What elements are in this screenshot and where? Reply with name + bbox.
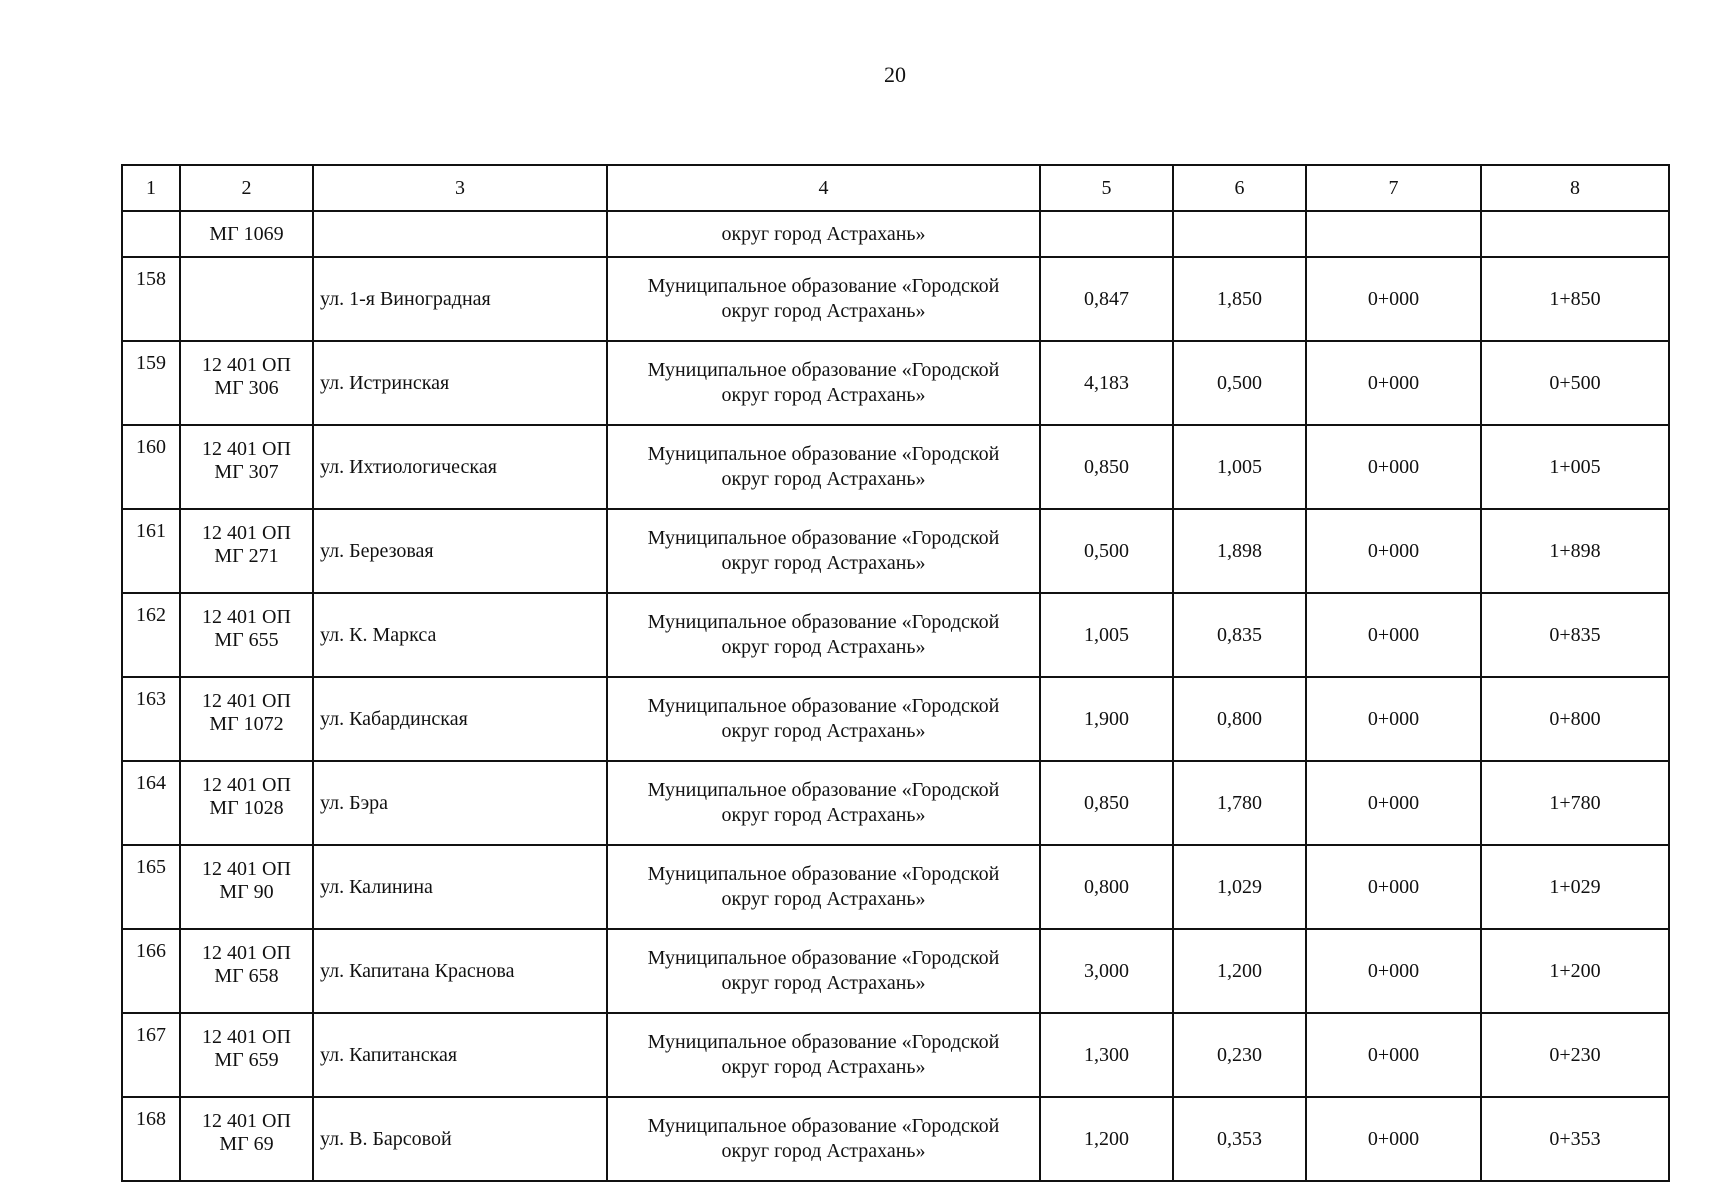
road-code-cell: [180, 677, 313, 761]
header-cell: 8: [1481, 165, 1669, 211]
road-code-line-2: МГ 69: [219, 1133, 274, 1155]
row-number-cell: 160: [122, 425, 180, 509]
owner-line-1: Муниципальное образование «Городской: [647, 947, 1000, 969]
street-name-cell: ул. Березовая: [313, 509, 607, 593]
col7-cell: 0+000: [1306, 929, 1481, 1013]
col8-cell: 1+898: [1481, 509, 1669, 593]
col8-cell: 1+005: [1481, 425, 1669, 509]
table-row: [122, 341, 1669, 425]
road-code-line-1: 12 401 ОП: [202, 858, 291, 880]
col7-cell: 0+000: [1306, 761, 1481, 845]
street-name-cell: ул. 1-я Виноградная: [313, 257, 607, 341]
owner-line-2: округ город Астрахань»: [721, 720, 926, 742]
col7-cell: 0+000: [1306, 1013, 1481, 1097]
owner-line-2: округ город Астрахань»: [721, 1140, 926, 1162]
row-number-cell: 162: [122, 593, 180, 677]
header-cell: 3: [313, 165, 607, 211]
col5-cell: 0,850: [1040, 761, 1173, 845]
road-code-line-2: МГ 1028: [209, 797, 284, 819]
owner-cell: [607, 509, 1040, 593]
row-number-cell: 168: [122, 1097, 180, 1181]
col6-cell: [1173, 211, 1306, 257]
road-code-line-2: МГ 306: [214, 377, 279, 399]
road-code-line-1: 12 401 ОП: [202, 354, 291, 376]
owner-line-1: Муниципальное образование «Городской: [647, 611, 1000, 633]
road-code-cell: [180, 257, 313, 341]
col6-cell: 1,005: [1173, 425, 1306, 509]
table-row: [122, 761, 1669, 845]
street-name-cell: ул. К. Маркса: [313, 593, 607, 677]
col5-cell: 1,005: [1040, 593, 1173, 677]
col6-cell: 0,500: [1173, 341, 1306, 425]
col5-cell: 0,800: [1040, 845, 1173, 929]
col7-cell: 0+000: [1306, 677, 1481, 761]
col5-cell: 0,847: [1040, 257, 1173, 341]
table-row: [122, 257, 1669, 341]
col5-cell: [1040, 211, 1173, 257]
owner-line-2: округ город Астрахань»: [721, 552, 926, 574]
header-cell: 7: [1306, 165, 1481, 211]
table-row: [122, 929, 1669, 1013]
table-row: [122, 845, 1669, 929]
col5-cell: 0,500: [1040, 509, 1173, 593]
row-number-cell: 159: [122, 341, 180, 425]
col5-cell: 1,300: [1040, 1013, 1173, 1097]
owner-cell: [607, 341, 1040, 425]
table-row: [122, 593, 1669, 677]
col6-cell: 1,898: [1173, 509, 1306, 593]
owner-cell: [607, 845, 1040, 929]
road-code-cell: МГ 1069: [180, 211, 313, 257]
row-number-cell: [122, 211, 180, 257]
owner-cell: [607, 593, 1040, 677]
header-cell: 5: [1040, 165, 1173, 211]
col6-cell: 1,029: [1173, 845, 1306, 929]
col8-cell: 0+230: [1481, 1013, 1669, 1097]
road-code-line-2: МГ 658: [214, 965, 279, 987]
owner-line-1: Муниципальное образование «Городской: [647, 863, 1000, 885]
street-name-cell: ул. Калинина: [313, 845, 607, 929]
col5-cell: 0,850: [1040, 425, 1173, 509]
col6-cell: 0,230: [1173, 1013, 1306, 1097]
owner-cell: [607, 257, 1040, 341]
continuation-row: [122, 211, 1669, 257]
row-number-cell: 166: [122, 929, 180, 1013]
col7-cell: 0+000: [1306, 845, 1481, 929]
road-code-cell: [180, 761, 313, 845]
row-number-cell: 158: [122, 257, 180, 341]
street-name-cell: ул. Истринская: [313, 341, 607, 425]
road-code-cell: [180, 845, 313, 929]
row-number-cell: 165: [122, 845, 180, 929]
owner-line-1: Муниципальное образование «Городской: [647, 695, 1000, 717]
owner-cell: [607, 425, 1040, 509]
road-code-line-1: 12 401 ОП: [202, 1026, 291, 1048]
owner-cell: [607, 1097, 1040, 1181]
header-cell: 6: [1173, 165, 1306, 211]
col6-cell: 1,200: [1173, 929, 1306, 1013]
table-row: [122, 425, 1669, 509]
owner-cell: [607, 929, 1040, 1013]
col6-cell: 1,780: [1173, 761, 1306, 845]
road-code-line-1: 12 401 ОП: [202, 942, 291, 964]
col8-cell: 0+500: [1481, 341, 1669, 425]
owner-line-1: Муниципальное образование «Городской: [647, 275, 1000, 297]
row-number-cell: 163: [122, 677, 180, 761]
row-number-cell: 164: [122, 761, 180, 845]
header-cell: 4: [607, 165, 1040, 211]
road-code-line-2: МГ 1072: [209, 713, 284, 735]
col8-cell: 1+780: [1481, 761, 1669, 845]
road-code-line-1: 12 401 ОП: [202, 438, 291, 460]
header-row: [122, 165, 1669, 211]
row-number-cell: 167: [122, 1013, 180, 1097]
col5-cell: 1,200: [1040, 1097, 1173, 1181]
table-row: [122, 677, 1669, 761]
col8-cell: 0+353: [1481, 1097, 1669, 1181]
owner-line-2: округ город Астрахань»: [721, 888, 926, 910]
owner-line-1: Муниципальное образование «Городской: [647, 443, 1000, 465]
table-row: [122, 509, 1669, 593]
col6-cell: 0,353: [1173, 1097, 1306, 1181]
col6-cell: 0,800: [1173, 677, 1306, 761]
owner-line-2: округ город Астрахань»: [721, 972, 926, 994]
road-code-cell: [180, 509, 313, 593]
col8-cell: 0+800: [1481, 677, 1669, 761]
road-code-line-1: 12 401 ОП: [202, 522, 291, 544]
table-row: [122, 1013, 1669, 1097]
road-code-line-1: 12 401 ОП: [202, 774, 291, 796]
road-code-line-2: МГ 307: [214, 461, 279, 483]
col8-cell: 1+200: [1481, 929, 1669, 1013]
col7-cell: 0+000: [1306, 593, 1481, 677]
road-code-cell: [180, 1097, 313, 1181]
col7-cell: [1306, 211, 1481, 257]
col7-cell: 0+000: [1306, 509, 1481, 593]
owner-line-2: округ город Астрахань»: [721, 468, 926, 490]
col7-cell: 0+000: [1306, 425, 1481, 509]
road-code-line-2: МГ 271: [214, 545, 279, 567]
street-name-cell: ул. Капитанская: [313, 1013, 607, 1097]
owner-cell: [607, 761, 1040, 845]
road-code-line-2: МГ 655: [214, 629, 279, 651]
col5-cell: 3,000: [1040, 929, 1173, 1013]
road-code-line-1: 12 401 ОП: [202, 690, 291, 712]
owner-line-1: Муниципальное образование «Городской: [647, 527, 1000, 549]
owner-line-2: округ город Астрахань»: [721, 804, 926, 826]
owner-line-2: округ город Астрахань»: [721, 636, 926, 658]
street-name-cell: ул. Кабардинская: [313, 677, 607, 761]
col8-cell: 0+835: [1481, 593, 1669, 677]
road-code-cell: [180, 425, 313, 509]
street-name-cell: ул. Бэра: [313, 761, 607, 845]
header-cell: 1: [122, 165, 180, 211]
col7-cell: 0+000: [1306, 341, 1481, 425]
road-code-cell: [180, 593, 313, 677]
col7-cell: 0+000: [1306, 1097, 1481, 1181]
row-number-cell: 161: [122, 509, 180, 593]
roads-table: [121, 164, 1670, 1182]
owner-line-1: Муниципальное образование «Городской: [647, 1031, 1000, 1053]
road-code-cell: [180, 929, 313, 1013]
col6-cell: 0,835: [1173, 593, 1306, 677]
road-code-line-1: 12 401 ОП: [202, 1110, 291, 1132]
col5-cell: 4,183: [1040, 341, 1173, 425]
road-code-line-1: 12 401 ОП: [202, 606, 291, 628]
street-name-cell: ул. Ихтиологическая: [313, 425, 607, 509]
owner-cell: округ город Астрахань»: [607, 211, 1040, 257]
owner-line-1: Муниципальное образование «Городской: [647, 359, 1000, 381]
owner-line-2: округ город Астрахань»: [721, 1056, 926, 1078]
road-code-line-2: МГ 659: [214, 1049, 279, 1071]
col5-cell: 1,900: [1040, 677, 1173, 761]
page-number: 20: [884, 62, 906, 87]
col8-cell: 1+029: [1481, 845, 1669, 929]
header-cell: 2: [180, 165, 313, 211]
col6-cell: 1,850: [1173, 257, 1306, 341]
col7-cell: 0+000: [1306, 257, 1481, 341]
street-name-cell: ул. В. Барсовой: [313, 1097, 607, 1181]
table-row: [122, 1097, 1669, 1181]
owner-line-2: округ город Астрахань»: [721, 300, 926, 322]
road-code-cell: [180, 1013, 313, 1097]
street-name-cell: [313, 211, 607, 257]
owner-cell: [607, 677, 1040, 761]
street-name-cell: ул. Капитана Краснова: [313, 929, 607, 1013]
road-code-cell: [180, 341, 313, 425]
col8-cell: [1481, 211, 1669, 257]
owner-line-1: Муниципальное образование «Городской: [647, 1115, 1000, 1137]
owner-line-1: Муниципальное образование «Городской: [647, 779, 1000, 801]
col8-cell: 1+850: [1481, 257, 1669, 341]
owner-cell: [607, 1013, 1040, 1097]
road-code-line-2: МГ 90: [219, 881, 274, 903]
owner-line-2: округ город Астрахань»: [721, 384, 926, 406]
